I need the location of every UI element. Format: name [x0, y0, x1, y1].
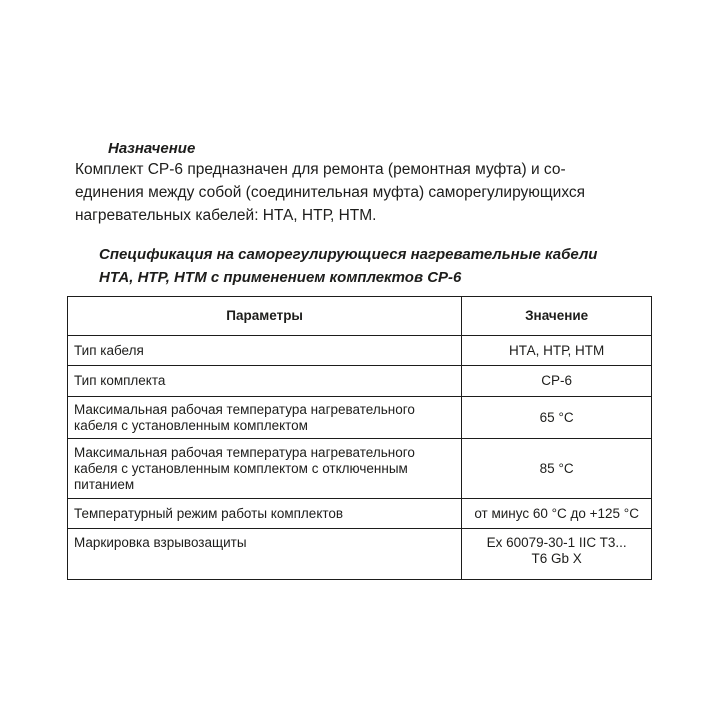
column-header-parameters: Параметры — [68, 297, 462, 336]
purpose-line: Комплект СР-6 предназначен для ремонта (ремонтная муфта) и со- — [75, 161, 566, 178]
spec-table — [67, 296, 652, 580]
purpose-line: единения между собой (соединительная муфта) саморегулирующихся — [75, 184, 586, 201]
table-row — [68, 397, 652, 439]
spec-heading-line: НТА, НТР, НТМ с применением комплектов СР-6 — [99, 269, 462, 286]
cell-value — [462, 529, 652, 580]
table-header-row — [68, 297, 652, 336]
cell-parameter: Маркировка взрывозащиты — [68, 529, 462, 580]
cell-parameter-line: Максимальная рабочая температура нагревательного — [74, 401, 415, 417]
cell-parameter-line: кабеля с установленным комплектом — [74, 417, 308, 433]
cell-value: 85 °С — [462, 439, 652, 499]
table-row — [68, 499, 652, 529]
column-header-value: Значение — [462, 297, 652, 336]
cell-parameter: Температурный режим работы комплектов — [68, 499, 462, 529]
purpose-line: нагревательных кабелей: НТА, НТР, НТМ. — [75, 207, 377, 224]
spec-heading-line: Спецификация на саморегулирующиеся нагревательные кабели — [99, 246, 598, 263]
table-row — [68, 336, 652, 366]
cell-value: 65 °С — [462, 397, 652, 439]
cell-value: от минус 60 °С до +125 °С — [462, 499, 652, 529]
table-row — [68, 366, 652, 397]
cell-value: СР-6 — [462, 366, 652, 397]
purpose-paragraph — [75, 158, 655, 227]
cell-parameter — [68, 397, 462, 439]
cell-parameter — [68, 439, 462, 499]
spec-heading — [99, 243, 699, 289]
cell-parameter-line: питанием — [74, 476, 135, 492]
cell-value: НТА, НТР, НТМ — [462, 336, 652, 366]
cell-parameter-line: Максимальная рабочая температура нагревательного — [74, 444, 415, 460]
cell-parameter-line: кабеля с установленным комплектом с отключенным — [74, 460, 408, 476]
cell-parameter: Тип комплекта — [68, 366, 462, 397]
cell-value-line: T6 Gb X — [531, 551, 582, 566]
purpose-heading: Назначение — [108, 140, 196, 157]
cell-value-line: Ex 60079-30-1 IIC T3... — [486, 535, 627, 550]
table-row — [68, 439, 652, 499]
table-row — [68, 529, 652, 580]
cell-parameter: Тип кабеля — [68, 336, 462, 366]
